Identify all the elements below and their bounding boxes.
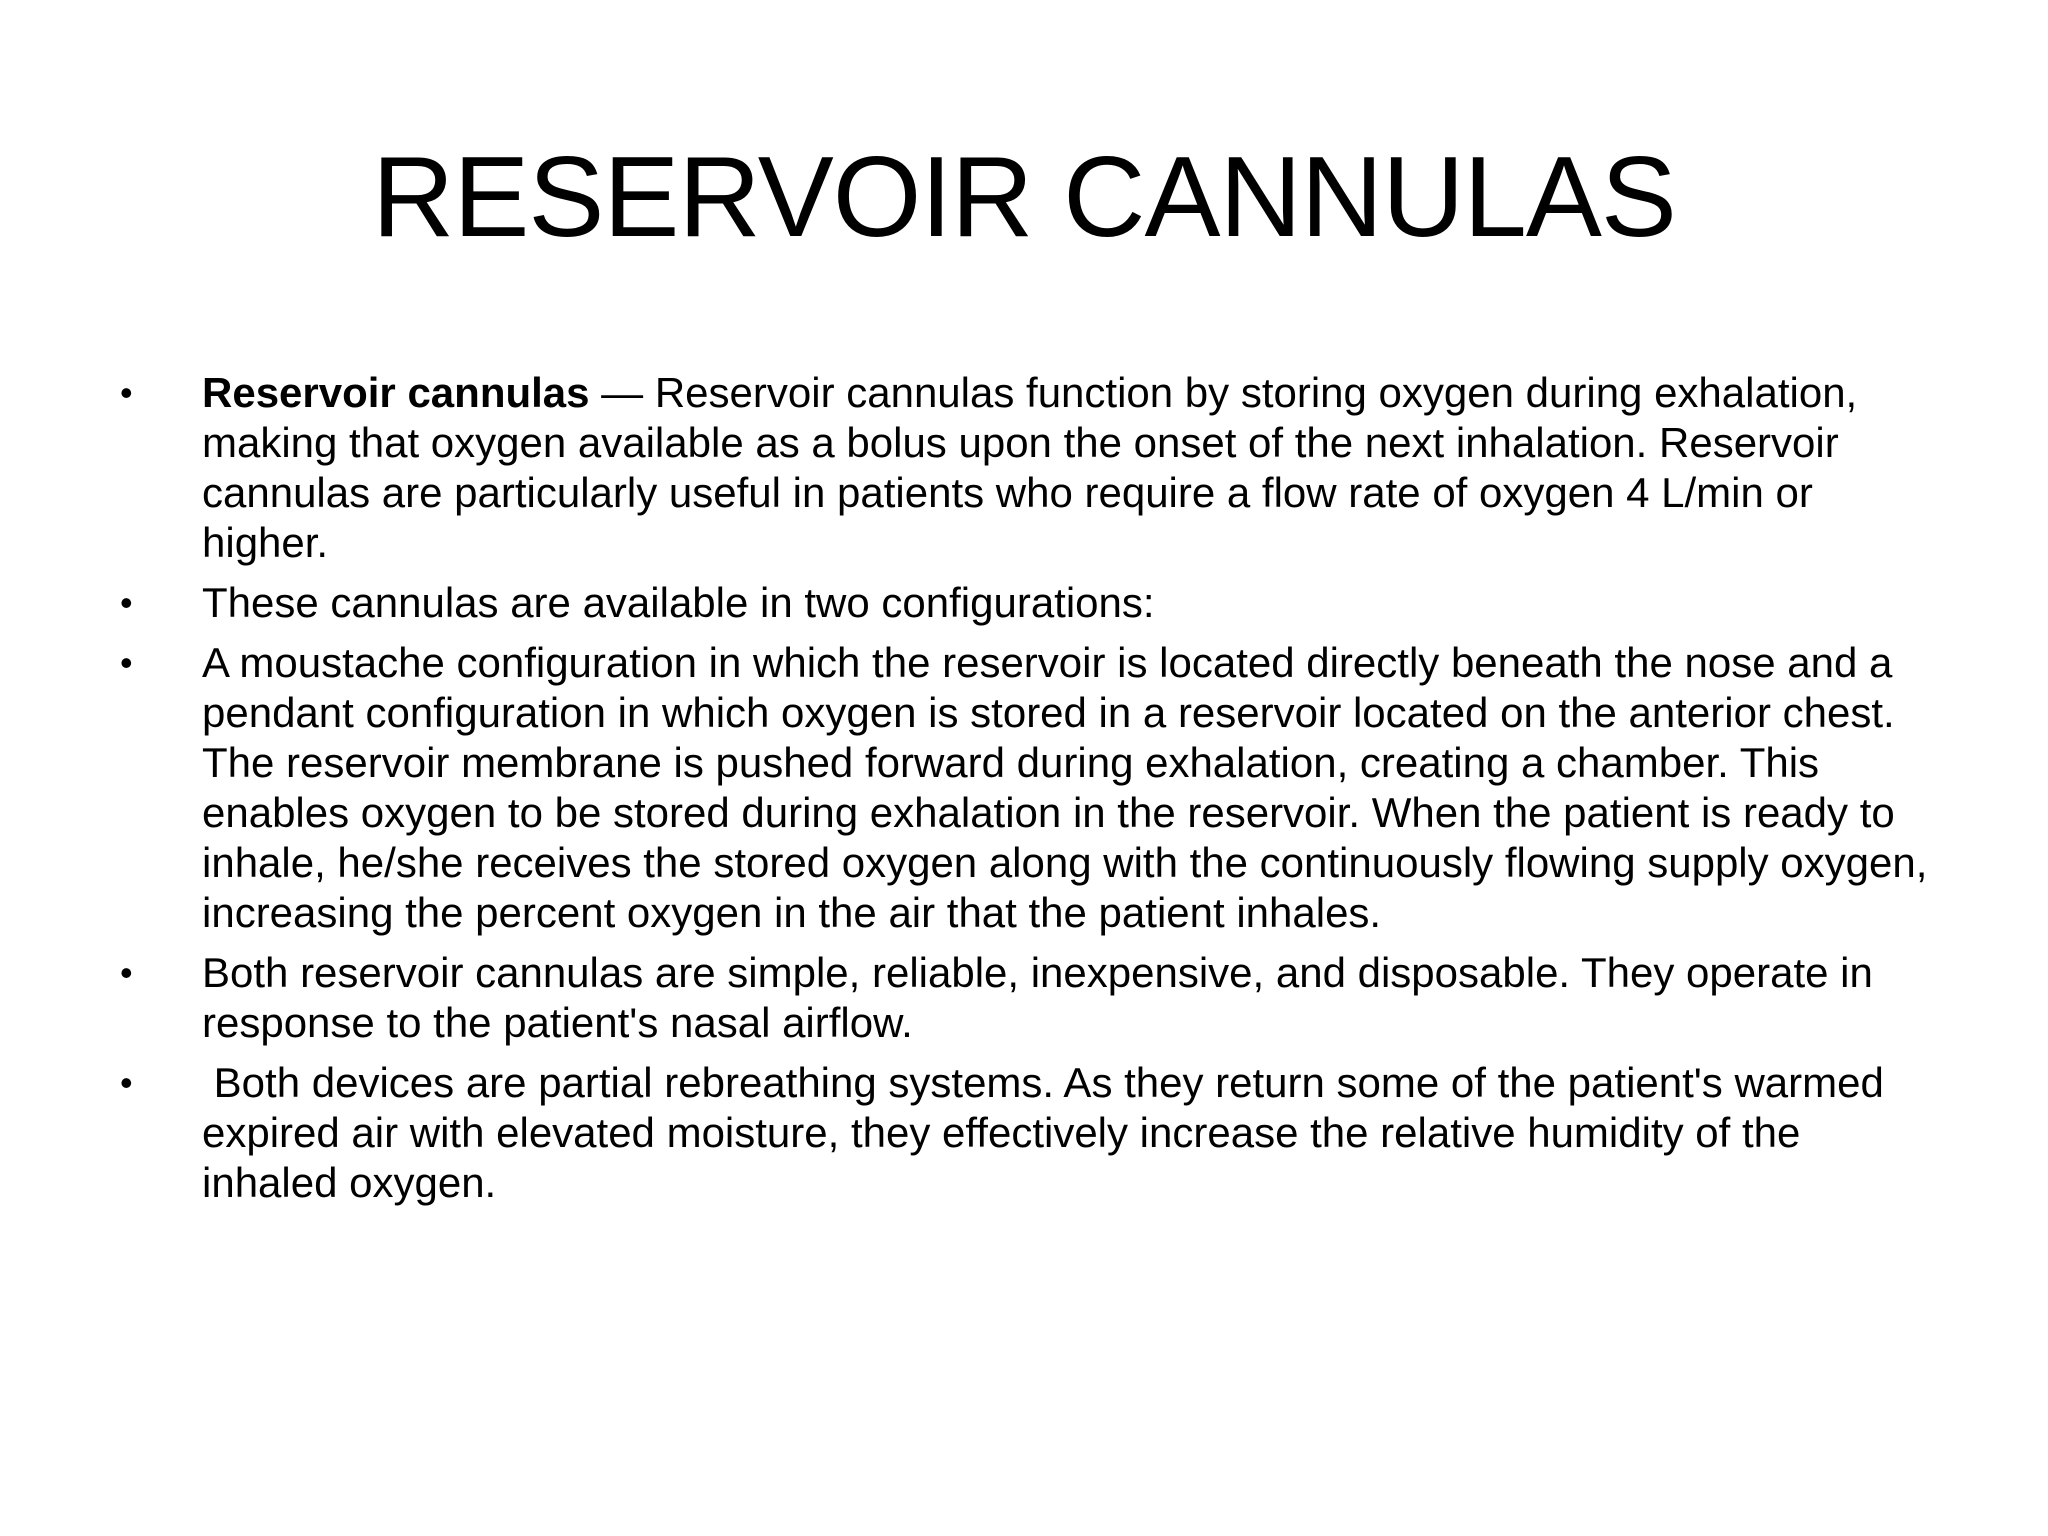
bullet-text: A moustache configuration in which the reservoir is located directly beneath the nose and a pendant configuration in which oxygen is stored in a reservoir located on the anterior chest. The reservoir membrane is pushed forward during exhalation, creating a chamber. This enables oxygen to be stored during exhalation in the reservoir. When the patient is ready to inhale, he/she receives the stored oxygen along with the continuously flowing supply oxygen, increasing the percent oxygen in the air that the patient inhales. bbox=[202, 639, 1928, 936]
bullet-icon: • bbox=[120, 372, 133, 413]
bullet-list bbox=[120, 368, 1940, 1218]
bullet-text: — Reservoir cannulas function by storing oxygen during exhalation, making that oxygen available as a bolus upon the onset of the next inhalation. Reservoir cannulas are particularly useful in patients who require a flow rate of oxygen 4 L/min or higher. bbox=[202, 369, 1858, 566]
bullet-icon: • bbox=[120, 1062, 133, 1103]
bullet-item bbox=[120, 578, 1940, 628]
bullet-text: Both reservoir cannulas are simple, reliable, inexpensive, and disposable. They operate in response to the patient's nasal airflow. bbox=[202, 949, 1873, 1046]
slide-title: RESERVOIR CANNULAS bbox=[372, 134, 1676, 261]
bullet-item bbox=[120, 1058, 1940, 1208]
bullet-item bbox=[120, 948, 1940, 1048]
bullet-icon: • bbox=[120, 952, 133, 993]
bullet-lead-term: Reservoir cannulas bbox=[202, 369, 590, 416]
bullet-item bbox=[120, 368, 1940, 568]
bullet-item bbox=[120, 638, 1940, 938]
bullet-text: Both devices are partial rebreathing systems. As they return some of the patient's warmed expired air with elevated moisture, they effectively increase the relative humidity of the inhaled oxygen. bbox=[202, 1059, 1896, 1206]
bullet-text: These cannulas are available in two configurations: bbox=[202, 579, 1155, 626]
bullet-icon: • bbox=[120, 642, 133, 683]
bullet-icon: • bbox=[120, 582, 133, 623]
